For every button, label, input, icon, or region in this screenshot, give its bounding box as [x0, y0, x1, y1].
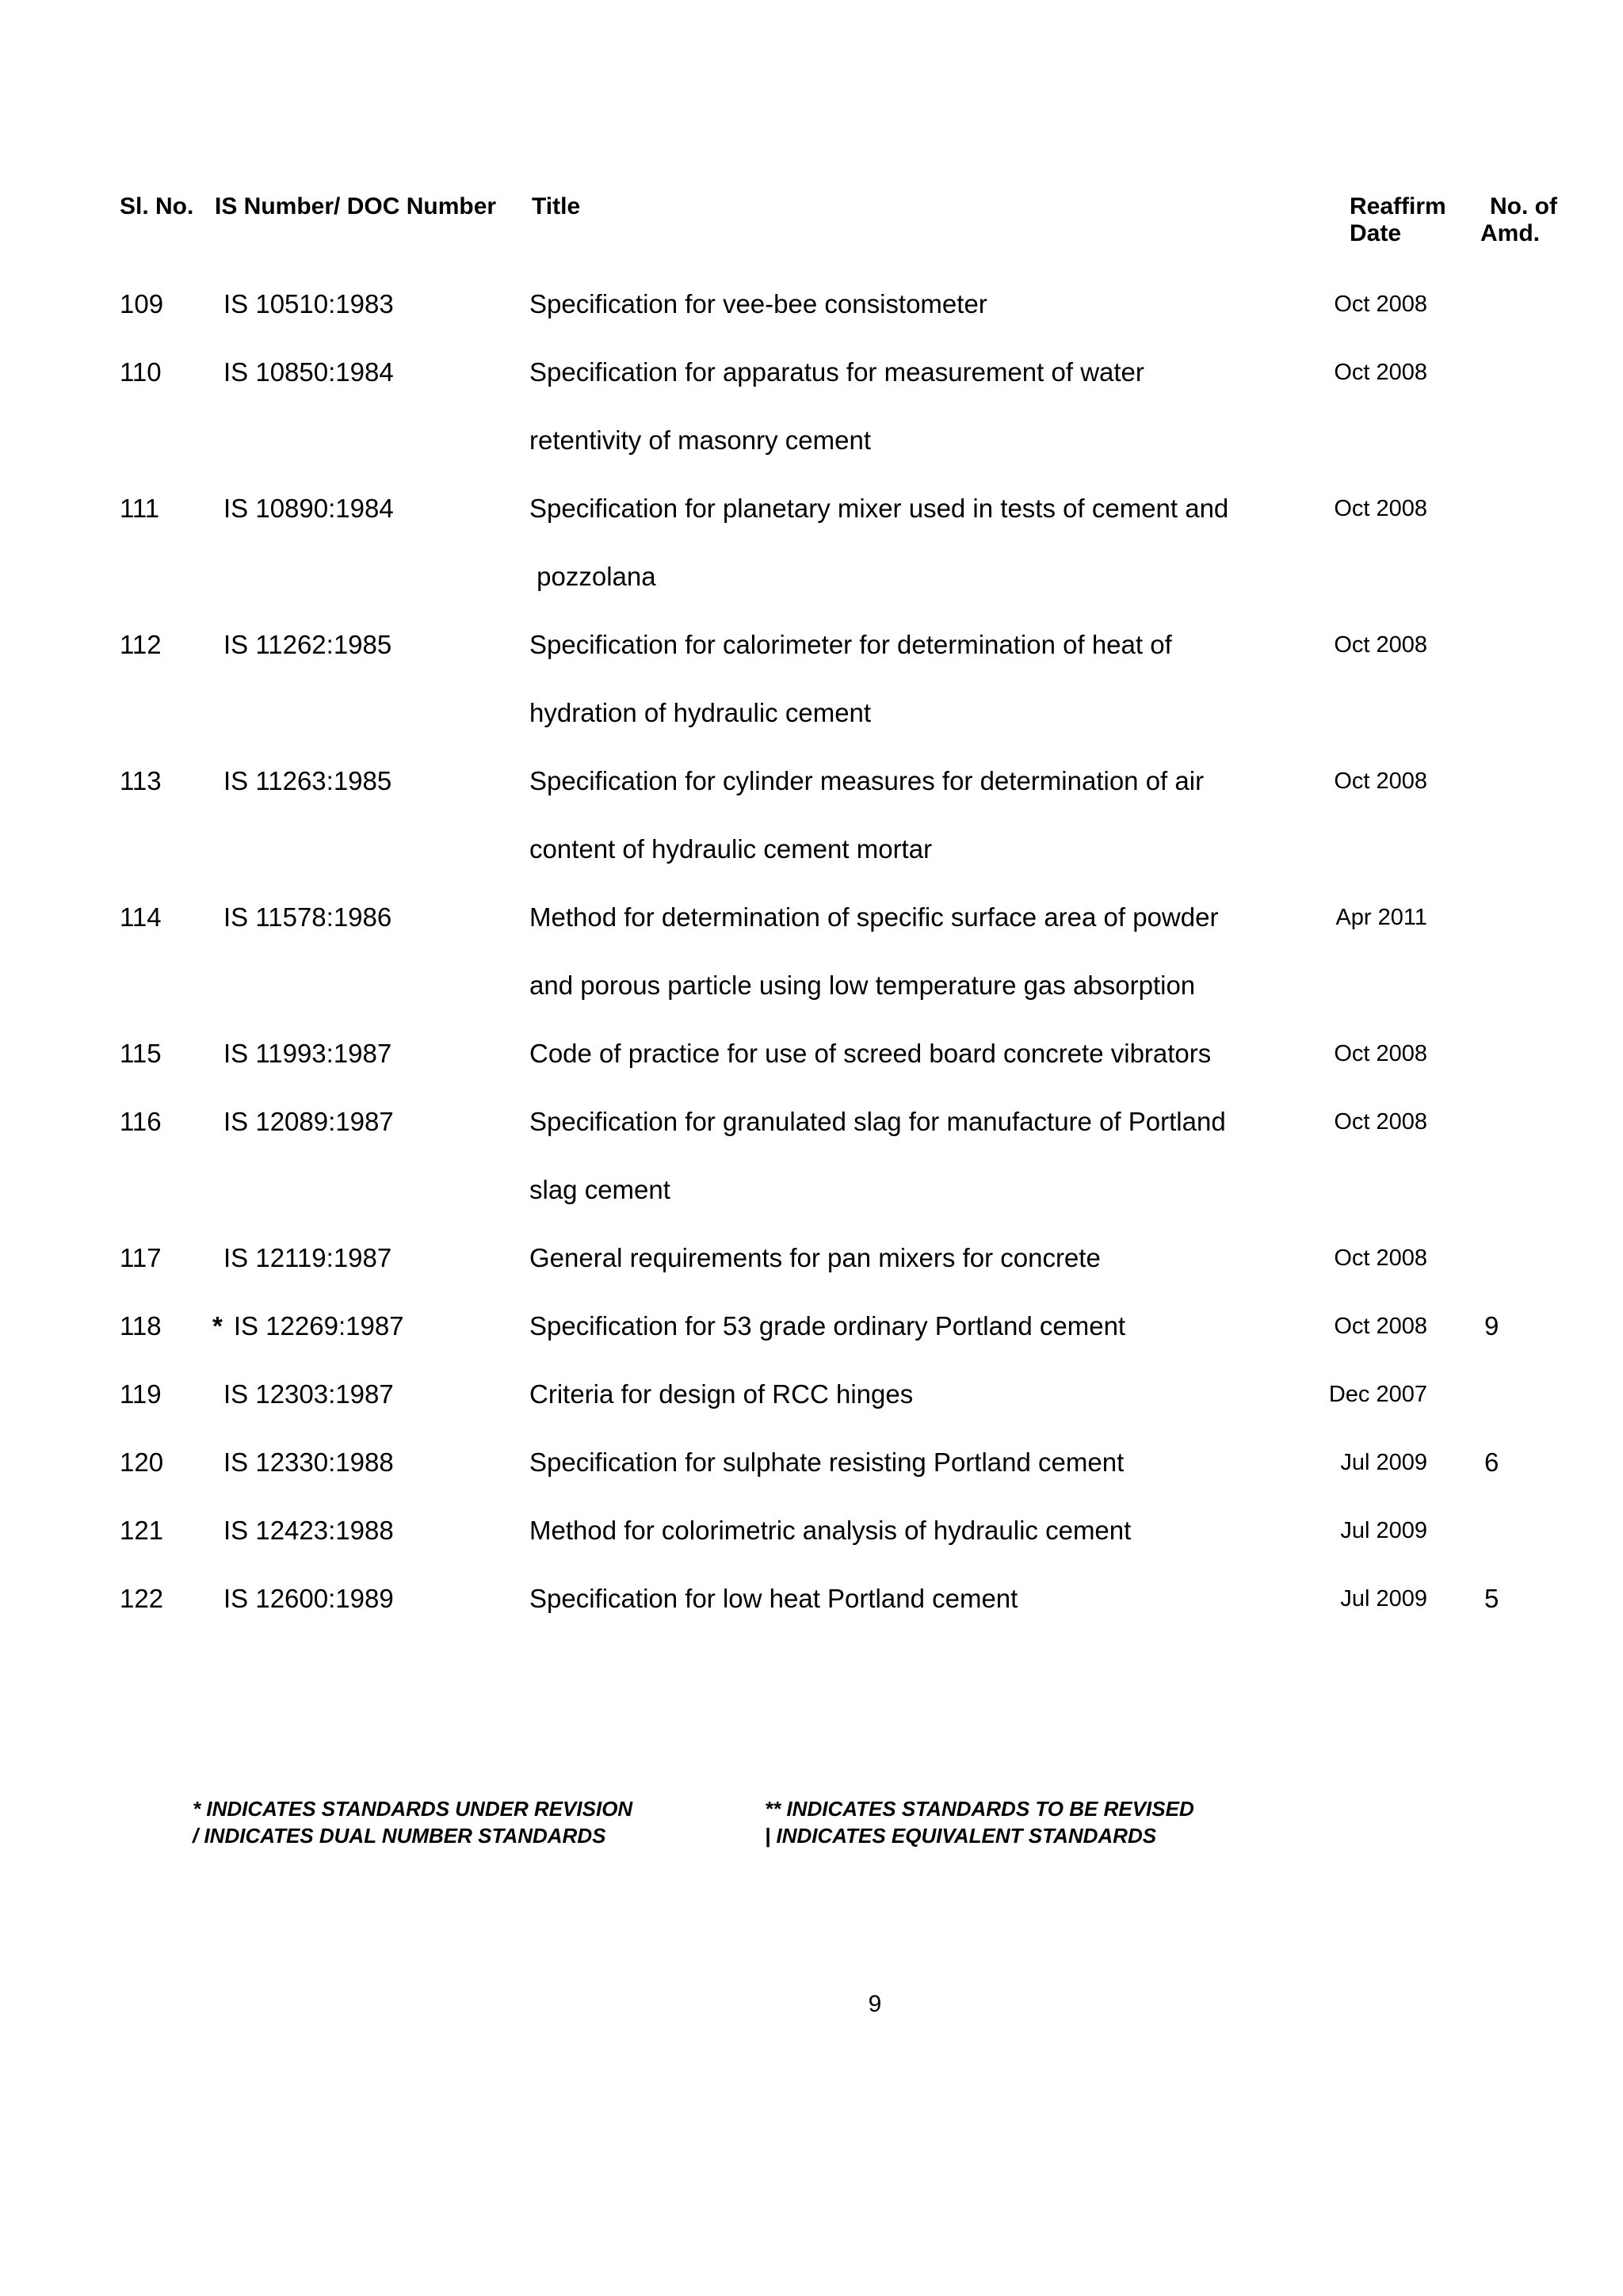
row-reaffirm-date: Oct 2008 — [1334, 292, 1427, 317]
legend-under-revision: * INDICATES STANDARDS UNDER REVISION — [193, 1797, 633, 1821]
header-amd-line1: No. of — [1490, 193, 1557, 219]
row-title-line: slag cement — [529, 1175, 670, 1204]
header-title: Title — [532, 193, 581, 219]
row-title-line: Specification for 53 grade ordinary Portland cement — [529, 1311, 1126, 1341]
row-sl-no: 109 — [120, 289, 164, 318]
row-reaffirm-date: Oct 2008 — [1334, 360, 1427, 385]
row-title — [529, 338, 1290, 475]
row-reaffirm-date: Apr 2011 — [1335, 905, 1427, 930]
row-is-number: IS 11993:1987 — [223, 1039, 392, 1068]
row-sl-no: 112 — [120, 630, 162, 659]
row-is-number: IS 12330:1988 — [223, 1447, 394, 1477]
table-header — [0, 193, 1623, 257]
row-title-line: Specification for granulated slag for manufacture of Portland — [529, 1107, 1226, 1136]
page-number: 9 — [868, 1991, 882, 2017]
row-title-line: hydration of hydraulic cement — [529, 698, 872, 727]
row-title — [529, 1497, 1290, 1565]
row-reaffirm-date: Oct 2008 — [1334, 1245, 1427, 1271]
row-is-number: IS 10510:1983 — [223, 289, 394, 318]
row-reaffirm-date: Oct 2008 — [1334, 632, 1427, 658]
row-title-line: pozzolana — [529, 562, 656, 591]
row-title-line: Specification for calorimeter for determination of heat of — [529, 630, 1172, 659]
row-sl-no: 115 — [120, 1039, 162, 1068]
row-title-line: Specification for sulphate resisting Portland cement — [529, 1447, 1125, 1477]
row-title-line: Specification for planetary mixer used in tests of cement and — [529, 494, 1229, 523]
row-title-line: Specification for apparatus for measurement of water — [529, 357, 1144, 387]
row-is-number: IS 11262:1985 — [223, 630, 392, 659]
row-is-number: IS 11263:1985 — [223, 766, 392, 795]
header-reaffirm-date — [1350, 193, 1446, 247]
row-title-line: Method for determination of specific surface area of powder — [529, 902, 1219, 932]
row-reaffirm-date: Oct 2008 — [1334, 1041, 1427, 1066]
header-reaffirm-line2: Date — [1350, 220, 1402, 246]
row-is-number — [212, 1292, 404, 1360]
row-title-line: content of hydraulic cement mortar — [529, 834, 933, 864]
row-reaffirm-date: Jul 2009 — [1340, 1586, 1427, 1611]
row-title — [529, 883, 1290, 1020]
row-title — [529, 270, 1290, 338]
row-sl-no: 118 — [120, 1311, 162, 1341]
row-sl-no: 110 — [120, 357, 162, 387]
row-reaffirm-date: Oct 2008 — [1334, 1109, 1427, 1135]
row-title — [529, 1020, 1290, 1088]
row-title-line: and porous particle using low temperature gas absorption — [529, 971, 1196, 1000]
row-title-line: Criteria for design of RCC hinges — [529, 1379, 914, 1409]
row-title — [529, 1360, 1290, 1428]
revision-mark: * — [212, 1311, 223, 1341]
legend-dual-number: / INDICATES DUAL NUMBER STANDARDS — [193, 1824, 606, 1848]
row-title — [529, 611, 1290, 747]
row-title-line: Method for colorimetric analysis of hydraulic cement — [529, 1516, 1132, 1545]
row-title-line: Code of practice for use of screed board concrete vibrators — [529, 1039, 1212, 1068]
row-sl-no: 117 — [120, 1243, 162, 1272]
row-reaffirm-date: Dec 2007 — [1328, 1382, 1427, 1407]
legend-left — [193, 1795, 632, 1849]
row-sl-no: 116 — [120, 1107, 162, 1136]
row-no-of-amd: 6 — [1484, 1447, 1499, 1477]
row-is-number: IS 12089:1987 — [223, 1107, 394, 1136]
row-no-of-amd: 5 — [1484, 1584, 1499, 1613]
row-title-line: Specification for vee-bee consistometer — [529, 289, 987, 318]
row-title — [529, 475, 1290, 611]
row-is-number: IS 12303:1987 — [223, 1379, 394, 1409]
row-title-line: retentivity of masonry cement — [529, 425, 871, 455]
row-sl-no: 111 — [120, 494, 160, 523]
row-is-number: IS 10890:1984 — [223, 494, 394, 523]
is-number-text: IS 12269:1987 — [233, 1311, 404, 1341]
row-is-number: IS 11578:1986 — [223, 902, 392, 932]
header-is-number: IS Number/ DOC Number — [215, 193, 497, 219]
row-sl-no: 121 — [120, 1516, 164, 1545]
row-sl-no: 120 — [120, 1447, 164, 1477]
row-sl-no: 122 — [120, 1584, 164, 1613]
row-reaffirm-date: Oct 2008 — [1334, 1314, 1427, 1339]
legend-equivalent: | INDICATES EQUIVALENT STANDARDS — [765, 1824, 1157, 1848]
header-amd-line2: Amd. — [1480, 220, 1540, 246]
row-reaffirm-date: Oct 2008 — [1334, 769, 1427, 794]
row-title — [529, 1224, 1290, 1292]
row-reaffirm-date: Jul 2009 — [1340, 1518, 1427, 1543]
row-title-line: Specification for low heat Portland cement — [529, 1584, 1018, 1613]
header-no-of-amd — [1480, 193, 1557, 247]
row-title-line: General requirements for pan mixers for concrete — [529, 1243, 1101, 1272]
row-reaffirm-date: Jul 2009 — [1340, 1450, 1427, 1475]
row-is-number: IS 10850:1984 — [223, 357, 394, 387]
row-title — [529, 1088, 1290, 1224]
row-is-number: IS 12600:1989 — [223, 1584, 394, 1613]
row-sl-no: 114 — [120, 902, 162, 932]
row-title — [529, 1565, 1290, 1633]
row-title — [529, 1428, 1290, 1497]
row-is-number: IS 12119:1987 — [223, 1243, 392, 1272]
row-title — [529, 1292, 1290, 1360]
row-reaffirm-date: Oct 2008 — [1334, 496, 1427, 521]
row-sl-no: 119 — [120, 1379, 162, 1409]
row-no-of-amd: 9 — [1484, 1311, 1499, 1341]
row-title-line: Specification for cylinder measures for determination of air — [529, 766, 1205, 795]
row-sl-no: 113 — [120, 766, 162, 795]
row-is-number: IS 12423:1988 — [223, 1516, 394, 1545]
row-title — [529, 747, 1290, 883]
legend-right — [765, 1795, 1194, 1849]
legend-to-be-revised: ** INDICATES STANDARDS TO BE REVISED — [765, 1797, 1194, 1821]
header-sl-no: Sl. No. — [120, 193, 194, 219]
header-reaffirm-line1: Reaffirm — [1350, 193, 1446, 219]
